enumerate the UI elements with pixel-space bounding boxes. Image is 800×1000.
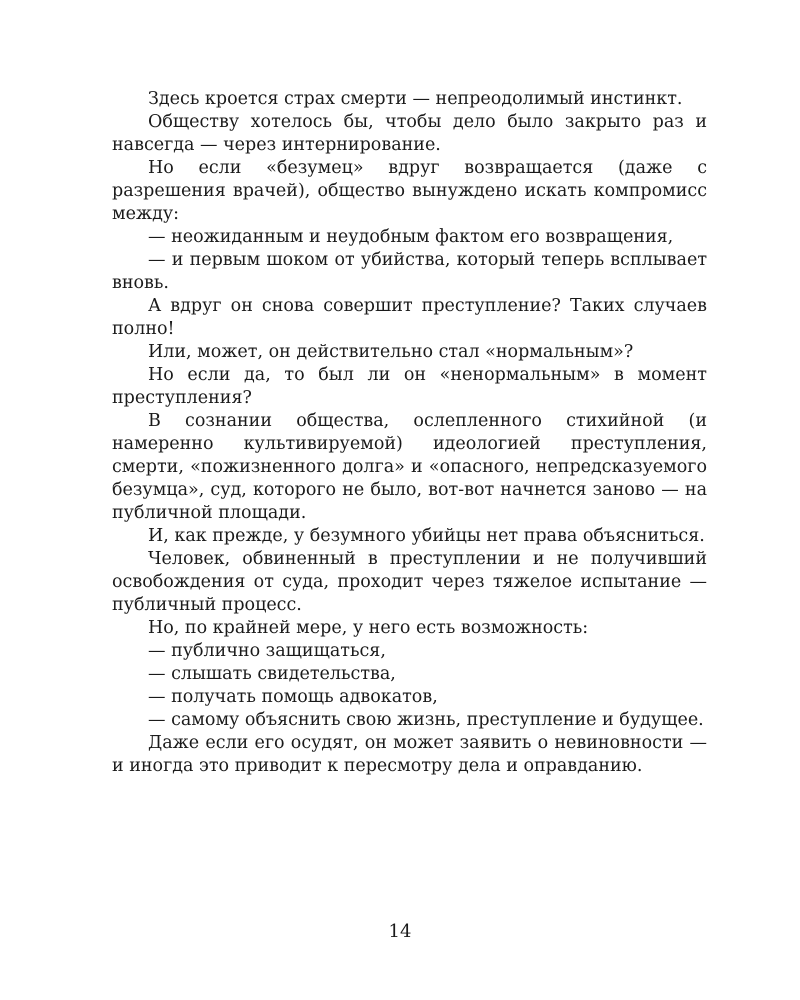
paragraph: Но, по крайней мере, у него есть возможность: [148, 618, 589, 638]
list-item: — самому объяснить свою жизнь, преступление и будущее. [148, 710, 704, 730]
paragraph: Человек, обвиненный в преступлении и не получивший освобождения от суда, проходит через тяжелое испытание — публичный процесс. [112, 549, 707, 615]
paragraph: Здесь кроется страх смерти — непреодолимый инстинкт. [148, 89, 683, 109]
list-item: — получать помощь адвокатов, [148, 687, 438, 707]
page-number: 14 [388, 921, 412, 942]
paragraph: Или, может, он действительно стал «нормальным»? [148, 342, 634, 362]
paragraph: Даже если его осудят, он может заявить о невиновности — и иногда это приводит к пересмотру дела и оправданию. [112, 733, 707, 776]
paragraph: И, как прежде, у безумного убийцы нет права объясниться. [148, 526, 705, 546]
body-text [112, 88, 707, 778]
paragraph: Но если да, то был ли он «ненормальным» в момент преступления? [112, 365, 707, 408]
paragraph: Обществу хотелось бы, чтобы дело было закрыто раз и навсегда — через интернирование. [112, 112, 707, 155]
paragraph: В сознании общества, ослепленного стихийной (и намеренно культивируемой) идеологией преступления, смерти, «пожизненного долга» и «опасного, непредсказуемого безумца», суд, которого не было, вот-вот начнется заново — на публичной площади. [112, 411, 707, 523]
list-item: — и первым шоком от убийства, который теперь всплывает вновь. [112, 250, 707, 293]
paragraph: Но если «безумец» вдруг возвращается (даже с разрешения врачей), общество вынуждено искать компромисс между: [112, 158, 707, 224]
list-item: — слышать свидетельства, [148, 664, 396, 684]
list-item: — публично защищаться, [148, 641, 386, 661]
paragraph: А вдруг он снова совершит преступление? Таких случаев полно! [112, 296, 707, 339]
list-item: — неожиданным и неудобным фактом его возвращения, [148, 227, 674, 247]
